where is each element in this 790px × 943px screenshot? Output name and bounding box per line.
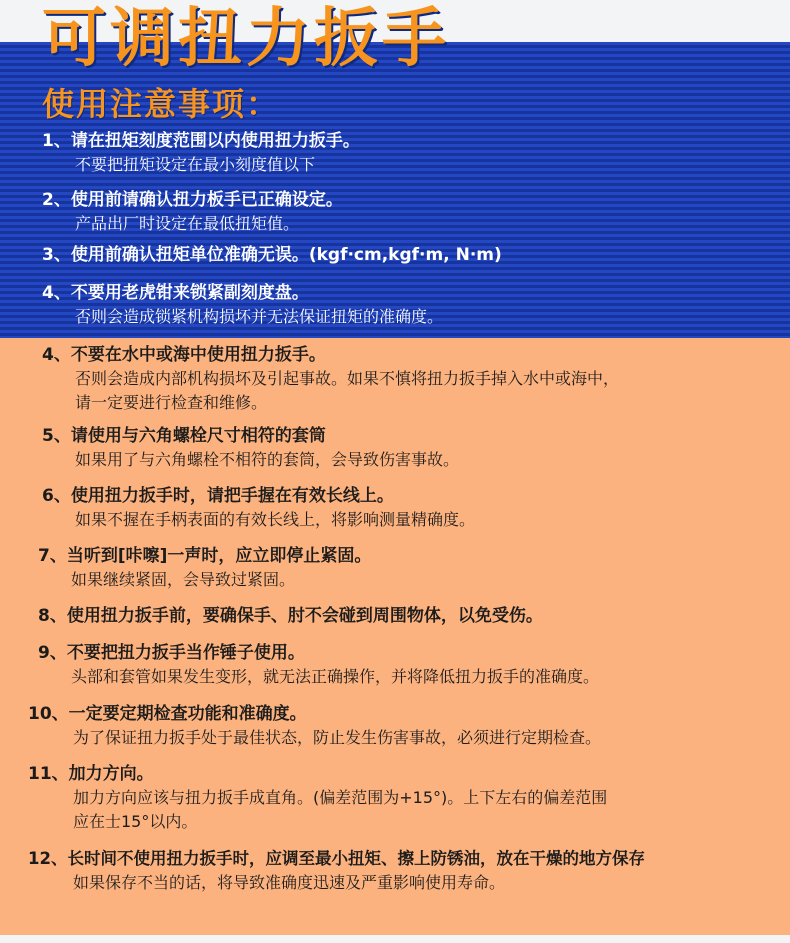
notice-detail: 加力方向应该与扭力扳手成直角。(偏差范围为+15°)。上下左右的偏差范围 <box>73 788 608 807</box>
notice-item-5 <box>42 343 619 415</box>
notice-item-12 <box>28 762 607 834</box>
notice-item-6 <box>42 424 459 472</box>
notice-heading: 4、不要用老虎钳来锁紧副刻度盘。 <box>42 283 309 303</box>
notice-heading: 8、使用扭力扳手前，要确保手、肘不会碰到周围物体，以免受伤。 <box>38 606 543 626</box>
notice-detail: 产品出厂时设定在最低扭矩值。 <box>75 214 300 233</box>
notice-item-1 <box>42 129 360 177</box>
notice-heading: 1、请在扭矩刻度范围以内使用扭力扳手。 <box>42 131 360 151</box>
notice-heading: 2、使用前请确认扭力板手已正确设定。 <box>42 190 343 210</box>
notice-detail: 为了保证扭力扳手处于最佳状态，防止发生伤害事故，必须进行定期检查。 <box>73 728 602 747</box>
notice-heading: 9、不要把扭力扳手当作锤子使用。 <box>38 643 305 663</box>
notice-detail: 如果继续紧固，会导致过紧固。 <box>71 570 296 589</box>
notice-detail: 如果用了与六角螺栓不相符的套筒，会导致伤害事故。 <box>75 450 460 469</box>
notice-detail: 如果保存不当的话，将导致准确度迅速及严重影响使用寿命。 <box>73 873 506 892</box>
notice-heading: 3、使用前确认扭矩单位准确无误。(kgf·cm,kgf·m, N·m) <box>42 245 502 265</box>
notice-detail: 否则会造成内部机构损坏及引起事故。如果不慎将扭力扳手掉入水中或海中， <box>75 369 620 388</box>
notice-detail: 否则会造成锁紧机构损坏并无法保证扭矩的准确度。 <box>75 307 444 326</box>
notice-heading: 10、一定要定期检查功能和准确度。 <box>28 704 307 724</box>
page-title: 可调扭力扳手 <box>42 2 450 76</box>
footer-strip <box>0 935 790 943</box>
notice-detail: 如果不握在手柄表面的有效长线上，将影响测量精确度。 <box>75 510 476 529</box>
notice-heading: 6、使用扭力扳手时，请把手握在有效长线上。 <box>42 486 394 506</box>
notice-item-8 <box>38 544 371 592</box>
notice-item-4 <box>42 281 443 329</box>
notice-detail: 不要把扭矩设定在最小刻度值以下 <box>75 155 316 174</box>
section-heading: 使用注意事项： <box>42 85 281 123</box>
notice-item-2 <box>42 188 343 236</box>
notice-item-11 <box>28 702 601 750</box>
notice-heading: 4、不要在水中或海中使用扭力扳手。 <box>42 345 326 365</box>
notice-item-10 <box>38 641 599 689</box>
notice-item-3 <box>42 243 502 267</box>
notice-heading: 5、请使用与六角螺栓尺寸相符的套筒 <box>42 426 326 446</box>
notice-detail: 请一定要进行检查和维修。 <box>75 393 268 412</box>
notice-item-13 <box>28 847 645 895</box>
notice-heading: 12、长时间不使用扭力扳手时，应调至最小扭矩、擦上防锈油，放在干燥的地方保存 <box>28 849 645 868</box>
notice-item-9 <box>38 604 543 628</box>
notice-heading: 7、当听到[咔嚓]一声时，应立即停止紧固。 <box>38 546 372 566</box>
notice-detail: 应在士15°以内。 <box>73 812 198 831</box>
notice-item-7 <box>42 484 475 532</box>
notice-heading: 11、加力方向。 <box>28 764 154 784</box>
notice-detail: 头部和套管如果发生变形，就无法正确操作，并将降低扭力扳手的准确度。 <box>71 667 600 686</box>
